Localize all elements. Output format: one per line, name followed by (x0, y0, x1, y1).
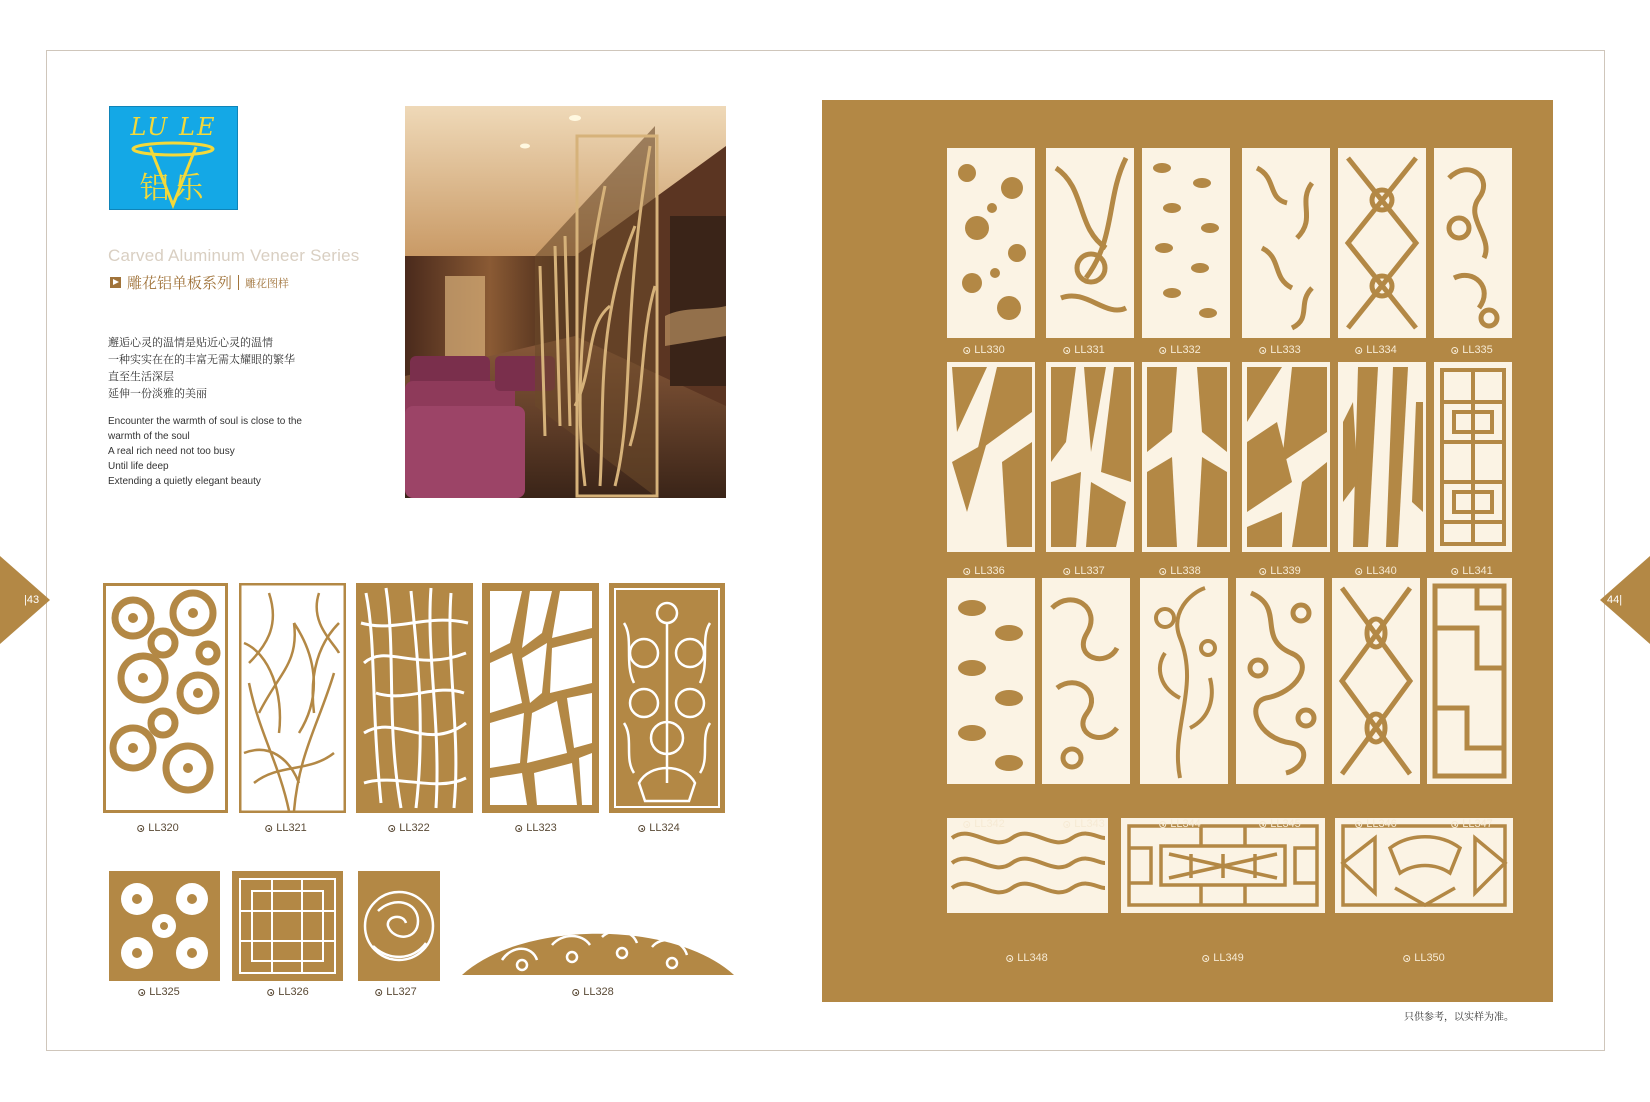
pattern-panel-ll321 (239, 583, 346, 813)
code-label: LL344 (1159, 818, 1201, 830)
code-label: LL324 (638, 822, 680, 834)
series-title-en: Carved Aluminum Veneer Series (108, 246, 360, 265)
page-number-left: |43 (24, 594, 40, 606)
bullet-icon (267, 989, 274, 996)
code-label: LL325 (138, 986, 180, 998)
code-label: LL330 (963, 344, 1005, 356)
page-number-right: 44| (1607, 594, 1623, 606)
bullet-icon (1063, 347, 1070, 354)
bullet-icon (137, 825, 144, 832)
intro-text-cn (108, 334, 295, 402)
code-label: LL323 (515, 822, 557, 834)
code-label: LL349 (1202, 952, 1244, 964)
bullet-icon (1355, 821, 1362, 828)
pattern-panel-ll330 (947, 148, 1035, 338)
intro-en-line: Encounter the warmth of soul is close to the (108, 416, 302, 427)
bullet-icon (1202, 955, 1209, 962)
intro-en-line: Until life deep (108, 461, 169, 472)
bullet-icon (1159, 821, 1166, 828)
intro-cn-line: 直至生活深层 (108, 370, 174, 383)
code-label: LL342 (963, 818, 1005, 830)
code-label: LL346 (1355, 818, 1397, 830)
pattern-panel-ll342 (947, 578, 1035, 784)
pattern-panel-ll325 (109, 871, 220, 981)
bullet-icon (1355, 568, 1362, 575)
play-icon (110, 277, 121, 288)
pattern-panel-ll320 (103, 583, 228, 813)
logo-text-cn: 铝乐 (139, 171, 208, 206)
bullet-icon (388, 825, 395, 832)
pattern-panel-ll340 (1338, 362, 1426, 552)
code-label: LL339 (1259, 565, 1301, 577)
code-label: LL350 (1403, 952, 1445, 964)
pattern-panel-ll348 (947, 818, 1108, 913)
code-label: LL343 (1063, 818, 1105, 830)
bullet-icon (1451, 568, 1458, 575)
intro-en-line: A real rich need not too busy (108, 446, 235, 457)
code-label: LL340 (1355, 565, 1397, 577)
lule-logo (109, 106, 238, 210)
bullet-icon (138, 989, 145, 996)
pattern-panel-ll324 (609, 583, 725, 813)
pattern-panel-ll337 (1046, 362, 1134, 552)
reference-note: 只供参考，以实样为准。 (1404, 1012, 1514, 1023)
pattern-panel-ll333 (1242, 148, 1330, 338)
bullet-icon (1006, 955, 1013, 962)
bullet-icon (1403, 955, 1410, 962)
intro-en-line: warmth of the soul (108, 431, 190, 442)
bullet-icon (963, 821, 970, 828)
bullet-icon (1259, 821, 1266, 828)
code-label: LL328 (572, 986, 614, 998)
code-label: LL320 (137, 822, 179, 834)
code-label: LL337 (1063, 565, 1105, 577)
pattern-panel-ll339 (1242, 362, 1330, 552)
pattern-panel-ll350 (1335, 818, 1513, 913)
pattern-panel-ll334 (1338, 148, 1426, 338)
intro-en-line: Extending a quietly elegant beauty (108, 476, 261, 487)
bullet-icon (375, 989, 382, 996)
code-label: LL334 (1355, 344, 1397, 356)
code-label: LL333 (1259, 344, 1301, 356)
bullet-icon (1063, 821, 1070, 828)
code-label: LL332 (1159, 344, 1201, 356)
pattern-panel-ll335 (1434, 148, 1512, 338)
pattern-panel-ll349 (1121, 818, 1325, 913)
code-label: LL326 (267, 986, 309, 998)
pattern-panel-ll323 (482, 583, 599, 813)
pattern-panel-ll328 (462, 915, 734, 976)
code-label: LL335 (1451, 344, 1493, 356)
bullet-icon (638, 825, 645, 832)
pattern-panel-ll327 (358, 871, 440, 981)
code-label: LL322 (388, 822, 430, 834)
code-label: LL345 (1259, 818, 1301, 830)
catalog-panel (822, 100, 1553, 1002)
code-label: LL327 (375, 986, 417, 998)
logo-text-en: LU LE (130, 113, 217, 141)
intro-text-en (108, 414, 302, 489)
pattern-panel-ll341 (1434, 362, 1512, 552)
bullet-icon (1259, 347, 1266, 354)
pattern-panel-ll345 (1236, 578, 1324, 784)
bullet-icon (1355, 347, 1362, 354)
pattern-panel-ll331 (1046, 148, 1134, 338)
intro-cn-line: 延伸一份淡雅的美丽 (108, 387, 207, 400)
code-label: LL338 (1159, 565, 1201, 577)
bullet-icon (1159, 568, 1166, 575)
code-label: LL336 (963, 565, 1005, 577)
intro-cn-line: 一种实实在在的丰富无需太耀眼的繁华 (108, 353, 295, 366)
code-label: LL347 (1451, 818, 1493, 830)
pattern-panel-ll344 (1140, 578, 1228, 784)
pattern-panel-ll346 (1332, 578, 1420, 784)
title-divider (238, 275, 239, 290)
series-title-cn: 雕花铝单板系列 (127, 274, 233, 292)
bullet-icon (1451, 821, 1458, 828)
pattern-panel-ll322 (356, 583, 473, 813)
bullet-icon (1259, 568, 1266, 575)
pattern-panel-ll343 (1042, 578, 1130, 784)
bullet-icon (1159, 347, 1166, 354)
pattern-panel-ll347 (1427, 578, 1512, 784)
intro-cn-line: 邂逅心灵的温情是贴近心灵的温情 (108, 336, 273, 349)
pattern-panel-ll326 (232, 871, 343, 981)
code-label: LL331 (1063, 344, 1105, 356)
code-label: LL341 (1451, 565, 1493, 577)
bullet-icon (515, 825, 522, 832)
interior-photo (405, 106, 726, 498)
bullet-icon (963, 347, 970, 354)
bullet-icon (265, 825, 272, 832)
series-title-cn-row (110, 272, 289, 293)
bullet-icon (963, 568, 970, 575)
bullet-icon (572, 989, 579, 996)
code-label: LL348 (1006, 952, 1048, 964)
bullet-icon (1063, 568, 1070, 575)
code-label: LL321 (265, 822, 307, 834)
pattern-panel-ll338 (1142, 362, 1230, 552)
bullet-icon (1451, 347, 1458, 354)
pattern-panel-ll336 (947, 362, 1035, 552)
pattern-panel-ll332 (1142, 148, 1230, 338)
series-subtitle-cn: 雕花图样 (245, 276, 290, 290)
